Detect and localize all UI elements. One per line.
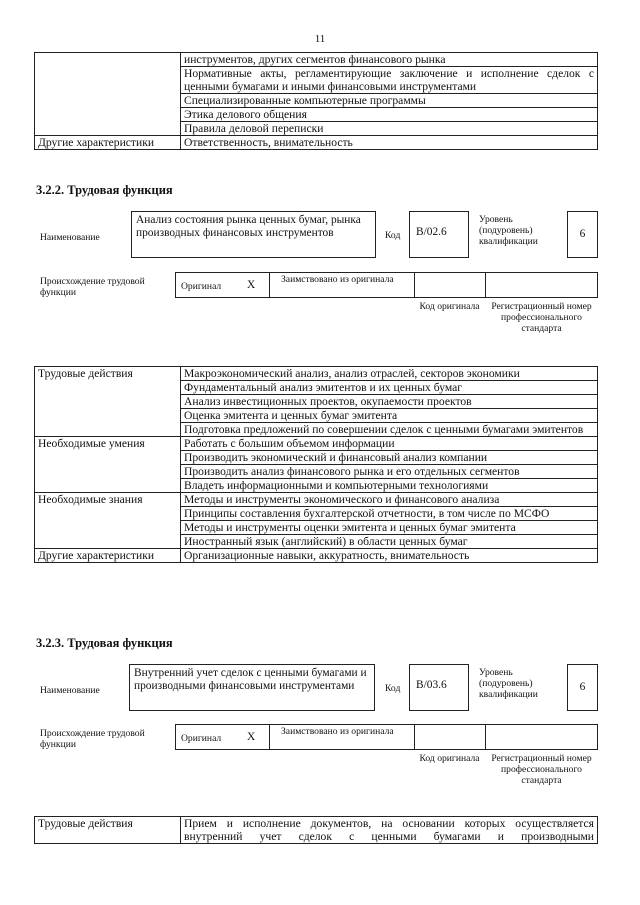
table-cell: Оценка эмитента и ценных бумаг эмитента [181, 409, 598, 423]
code-original-caption: Код оригинала [419, 301, 480, 312]
table-cell: Прием и исполнение документов, на основании которых осуществляется внутренний учет сделок с ценными бумагами и производными [181, 817, 598, 844]
reg-number-caption: Регистрационный номер профессионального стандарта [491, 301, 592, 334]
table-cell: Владеть информационными и компьютерными технологиями [181, 479, 598, 493]
table-cell: Макроэкономический анализ, анализ отраслей, секторов экономики [181, 367, 598, 381]
table-cell: Анализ инвестиционных проектов, окупаемости проектов [181, 395, 598, 409]
level-label: Уровень (подуровень) квалификации [479, 667, 538, 700]
table-label-cell: Другие характеристики [35, 549, 181, 563]
name-label: Наименование [40, 232, 100, 243]
code-label: Код [385, 683, 401, 694]
table-cell: Фундаментальный анализ эмитентов и их ценных бумаг [181, 381, 598, 395]
table-cell: Подготовка предложений по совершении сделок с ценными бумагами эмитентов [181, 423, 598, 437]
name-label: Наименование [40, 685, 100, 696]
level-box: 6 [567, 664, 598, 711]
table-cell: Специализированные компьютерные программы [181, 94, 598, 108]
table-label-cell: Другие характеристики [35, 136, 181, 150]
section-heading: 3.2.2. Трудовая функция [36, 183, 173, 197]
original-label: Оригинал [181, 281, 222, 292]
table-cell: Нормативные акты, регламентирующие заключение и исполнение сделок с ценными бумагами и иными финансовыми инструментами [181, 67, 598, 94]
code-original-caption: Код оригинала [419, 753, 480, 764]
function-name-box: Внутренний учет сделок с ценными бумагами и производными финансовыми инструментами [129, 664, 375, 711]
code-box: B/03.6 [409, 664, 469, 711]
origin-label: Происхождение трудовой функции [40, 728, 145, 750]
table-cell: Иностранный язык (английский) в области ценных бумаг [181, 535, 598, 549]
original-mark: X [247, 731, 256, 743]
borrowed-label: Заимствовано из оригинала [281, 726, 394, 737]
table-cell: Принципы составления бухгалтерской отчетности, в том числе по МСФО [181, 507, 598, 521]
table-label-cell: Необходимые умения [35, 437, 181, 493]
original-label: Оригинал [181, 733, 222, 744]
table-cell: инструментов, других сегментов финансового рынка [181, 53, 598, 67]
table-cell: Организационные навыки, аккуратность, внимательность [181, 549, 598, 563]
table-label-cell: Трудовые действия [35, 817, 181, 844]
table-label-cell: Необходимые знания [35, 493, 181, 549]
reg-number-caption: Регистрационный номер профессионального стандарта [491, 753, 592, 786]
table-cell: Ответственность, внимательность [181, 136, 598, 150]
table-cell: Правила деловой переписки [181, 122, 598, 136]
table-cell: Этика делового общения [181, 108, 598, 122]
table-label-cell [35, 53, 181, 136]
table-cell: Работать с большим объемом информации [181, 437, 598, 451]
code-label: Код [385, 230, 401, 241]
function-name-box: Анализ состояния рынка ценных бумаг, рынка производных финансовых инструментов [131, 211, 376, 258]
code-box: B/02.6 [409, 211, 469, 258]
level-label: Уровень (подуровень) квалификации [479, 214, 538, 247]
table-cell: Методы и инструменты экономического и финансового анализа [181, 493, 598, 507]
function-2-table [34, 816, 598, 844]
origin-label: Происхождение трудовой функции [40, 276, 145, 298]
table-cell: Производить анализ финансового рынка и его отдельных сегментов [181, 465, 598, 479]
table-cell: Методы и инструменты оценки эмитента и ценных бумаг эмитента [181, 521, 598, 535]
borrowed-label: Заимствовано из оригинала [281, 274, 394, 285]
top-table [34, 52, 598, 150]
function-1-table [34, 366, 598, 563]
table-cell: Производить экономический и финансовый анализ компании [181, 451, 598, 465]
page-number: 11 [314, 33, 326, 45]
section-heading: 3.2.3. Трудовая функция [36, 636, 173, 650]
original-mark: X [247, 279, 256, 291]
level-box: 6 [567, 211, 598, 258]
table-label-cell: Трудовые действия [35, 367, 181, 437]
